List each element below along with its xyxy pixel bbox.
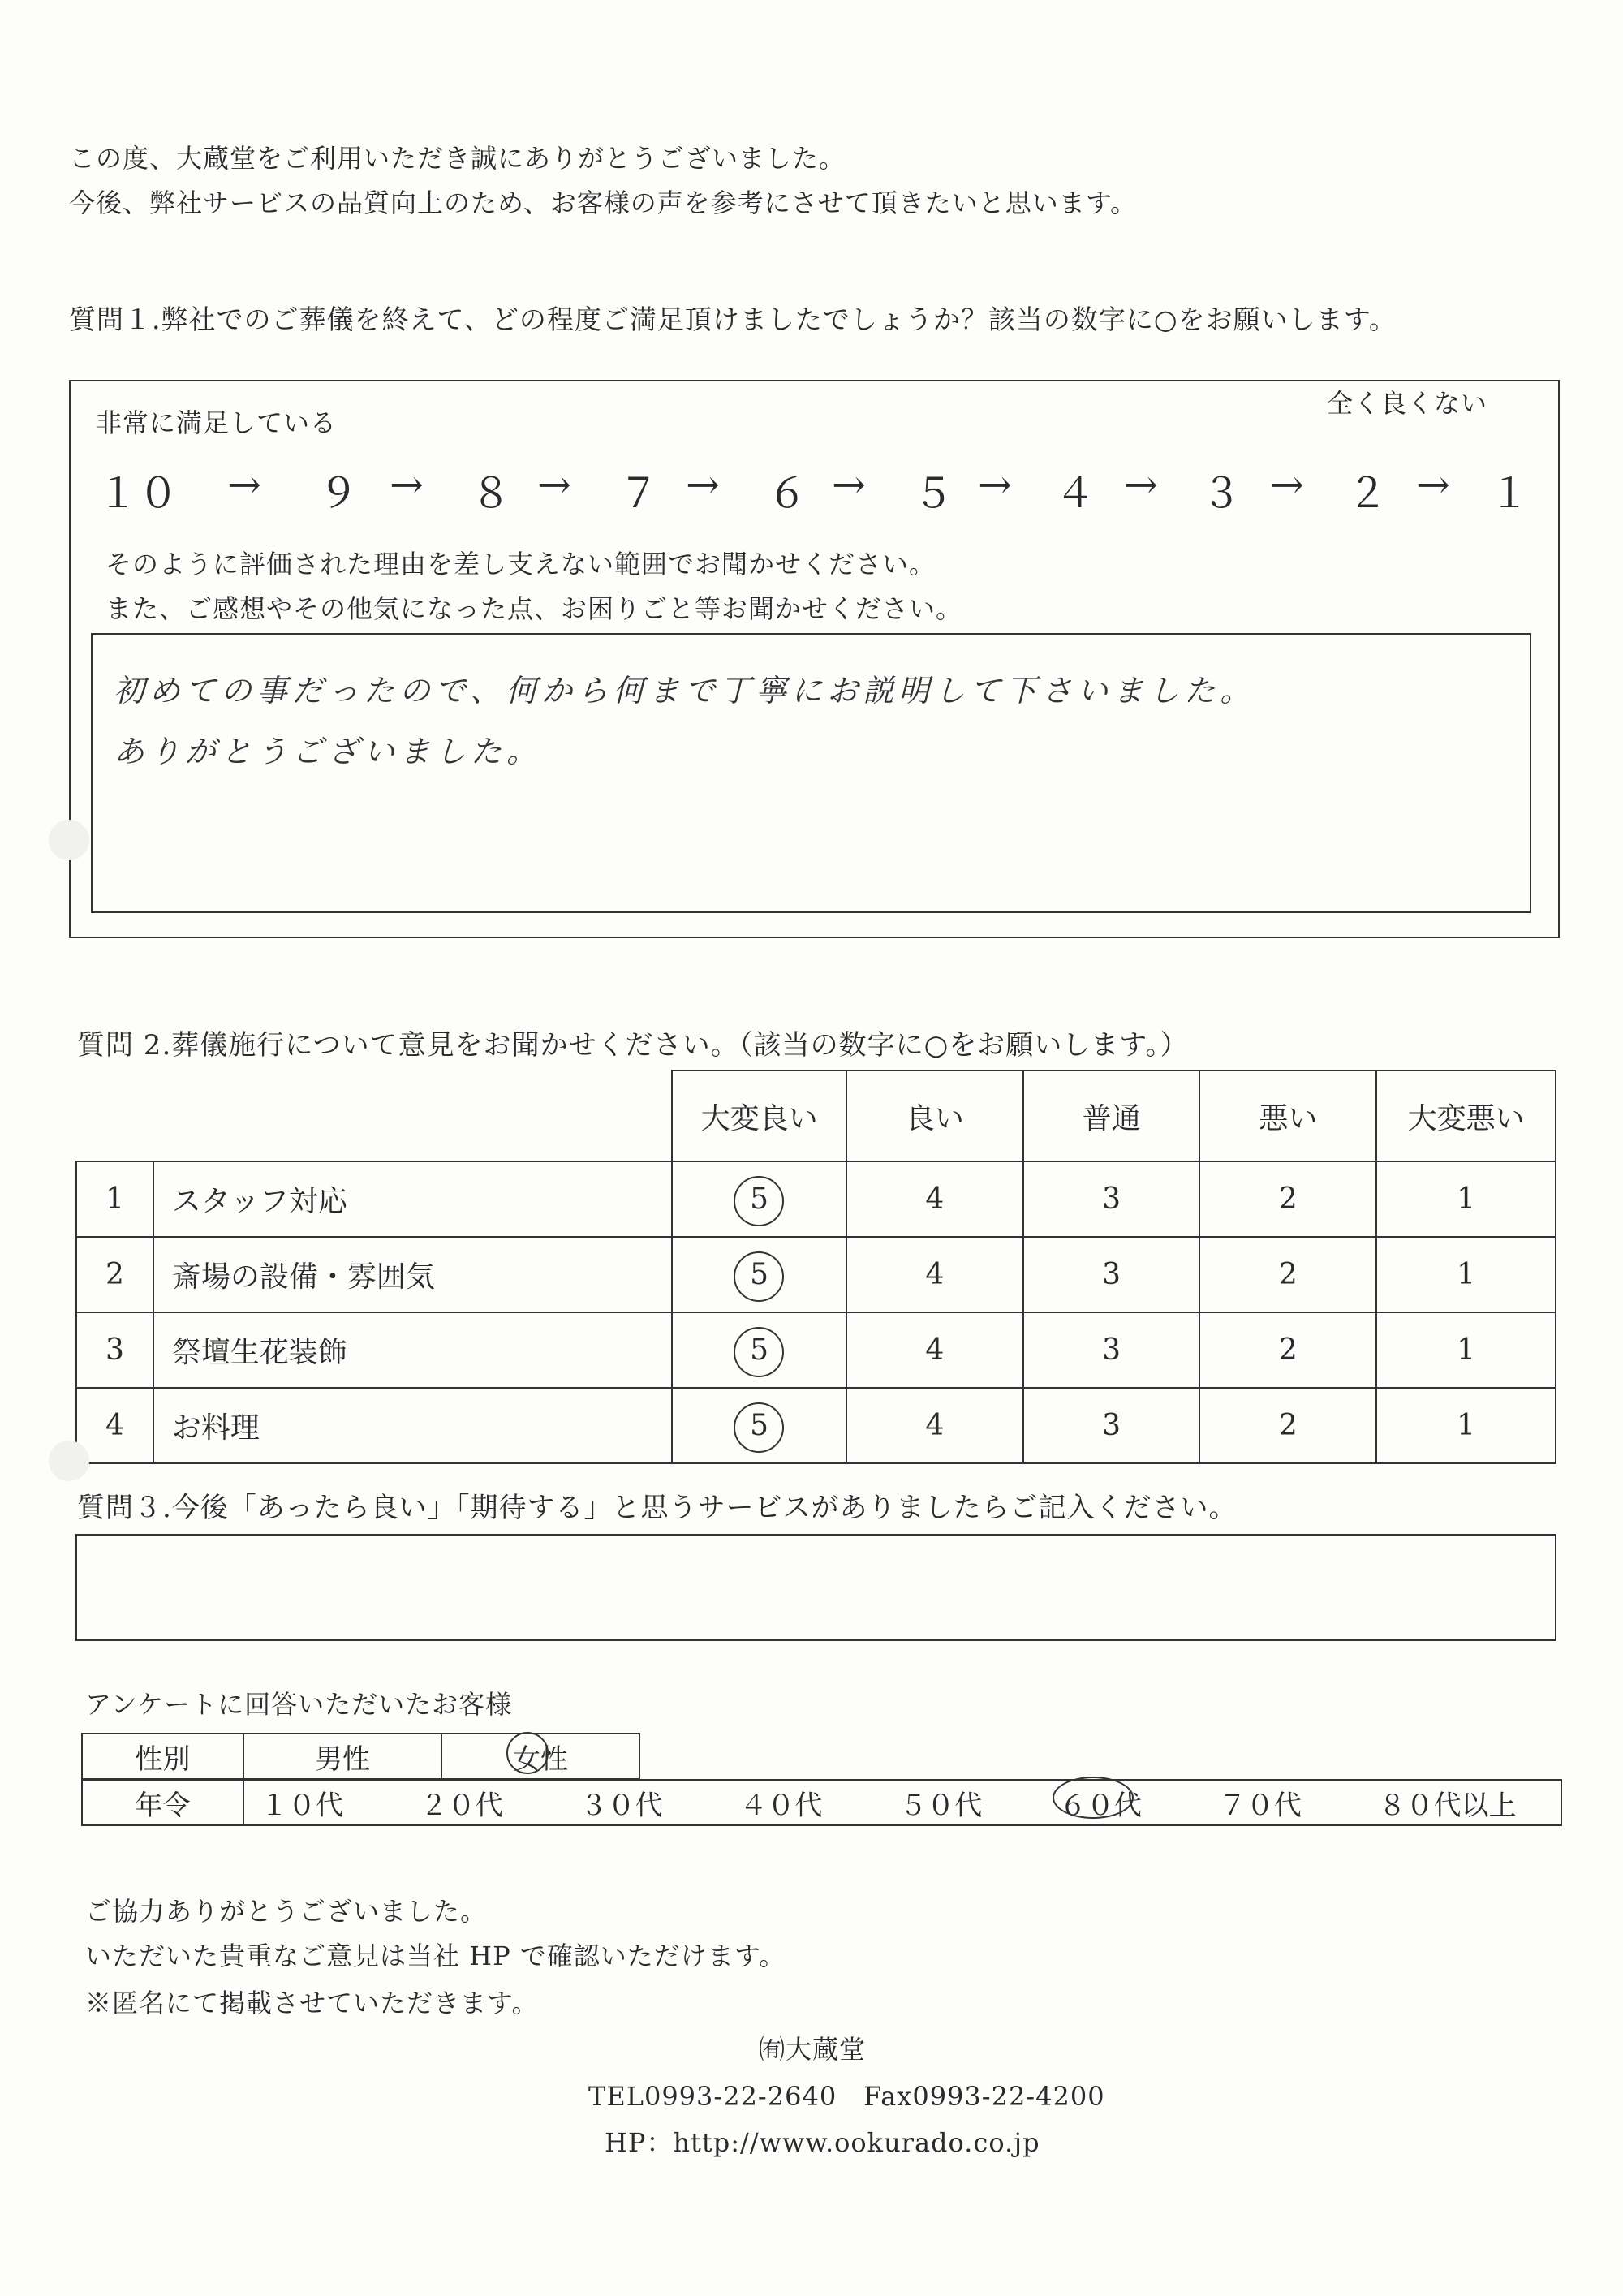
selected-option bbox=[750, 1333, 768, 1367]
age-option[interactable]: ８０代以上 bbox=[1378, 1789, 1517, 1822]
scale-7[interactable]: ７ bbox=[618, 470, 659, 517]
arrow-icon: → bbox=[978, 461, 1012, 508]
table-row bbox=[76, 1388, 1556, 1463]
age-table bbox=[81, 1779, 1562, 1826]
q2-title: 質問 2.葬儀施行について意見をお聞かせください。（該当の数字に○をお願いします。） bbox=[77, 1029, 1189, 1062]
q1-label-right: 全く良くない bbox=[1327, 388, 1488, 419]
q2-option-5[interactable] bbox=[672, 1237, 846, 1312]
q2-header-blank bbox=[76, 1070, 672, 1161]
option-value: ６０代 bbox=[1059, 1789, 1143, 1822]
arrow-icon: → bbox=[1124, 461, 1158, 508]
age-option[interactable]: ２０代 bbox=[420, 1789, 503, 1822]
intro-line-1: この度、大蔵堂をご利用いただき誠にありがとうございました。 bbox=[69, 143, 846, 174]
gender-table bbox=[81, 1733, 640, 1780]
arrow-icon: → bbox=[1270, 461, 1304, 508]
q2-header-row bbox=[76, 1070, 1556, 1161]
q3-title: 質問３.今後「あったら良い」「期待する」と思うサービスがありましたらご記入ください。 bbox=[77, 1492, 1238, 1524]
arrow-icon: → bbox=[686, 461, 720, 508]
punch-hole-decoration bbox=[49, 820, 89, 860]
circle-mark-icon bbox=[506, 1732, 549, 1774]
q2-row-number: 2 bbox=[76, 1237, 153, 1312]
q2-option-5[interactable] bbox=[672, 1161, 846, 1237]
q2-col-average: 普通 bbox=[1023, 1070, 1200, 1161]
option-value: 女性 bbox=[513, 1742, 568, 1776]
q2-option-4[interactable]: 4 bbox=[846, 1161, 1023, 1237]
age-options bbox=[243, 1780, 1561, 1825]
arrow-icon: → bbox=[390, 461, 424, 508]
q2-option-1[interactable]: 1 bbox=[1376, 1312, 1556, 1388]
q1-title: 質問１.弊社でのご葬儀を終えて、どの程度ご満足頂けましたでしょうか？該当の数字に○をお願いします。 bbox=[69, 304, 1397, 335]
age-option[interactable]: ３０代 bbox=[579, 1789, 663, 1822]
closing-line-2: いただいた貴重なご意見は当社 HP で確認いただけます。 bbox=[85, 1941, 786, 1971]
table-row bbox=[76, 1237, 1556, 1312]
q2-option-2[interactable]: 2 bbox=[1199, 1388, 1376, 1463]
gender-option-male[interactable]: 男性 bbox=[243, 1734, 441, 1779]
q2-option-4[interactable]: 4 bbox=[846, 1312, 1023, 1388]
closing-line-3: ※匿名にて掲載させていただきます。 bbox=[85, 1988, 539, 2018]
punch-hole-decoration bbox=[49, 1441, 89, 1481]
scale-3[interactable]: ３ bbox=[1201, 470, 1242, 517]
q2-option-1[interactable]: 1 bbox=[1376, 1161, 1556, 1237]
option-value: 5 bbox=[750, 1409, 769, 1442]
option-value: 5 bbox=[750, 1333, 769, 1367]
q2-col-very-bad: 大変悪い bbox=[1376, 1070, 1556, 1161]
gender-option-female[interactable] bbox=[441, 1734, 639, 1779]
circle-mark-icon bbox=[1053, 1777, 1134, 1819]
age-option[interactable]: ５０代 bbox=[899, 1789, 983, 1822]
respondent-heading: アンケートに回答いただいたお客様 bbox=[85, 1689, 513, 1720]
q2-option-1[interactable]: 1 bbox=[1376, 1237, 1556, 1312]
arrow-icon: → bbox=[537, 461, 571, 508]
selected-option bbox=[513, 1737, 568, 1777]
circle-mark-icon bbox=[734, 1402, 784, 1453]
option-value: 5 bbox=[750, 1258, 769, 1291]
arrow-icon: → bbox=[832, 461, 866, 508]
company-contact: TEL0993-22-2640 Fax0993-22-4200 bbox=[588, 2081, 1105, 2112]
arrow-icon: → bbox=[227, 461, 261, 508]
closing-line-1: ご協力ありがとうございました。 bbox=[85, 1896, 488, 1927]
q2-option-2[interactable]: 2 bbox=[1199, 1237, 1376, 1312]
selected-option bbox=[750, 1182, 768, 1216]
q2-col-bad: 悪い bbox=[1199, 1070, 1376, 1161]
scale-6[interactable]: ６ bbox=[767, 470, 807, 517]
age-option[interactable]: ７０代 bbox=[1218, 1789, 1302, 1822]
q2-option-3[interactable]: 3 bbox=[1023, 1161, 1200, 1237]
table-row bbox=[76, 1312, 1556, 1388]
intro-line-2: 今後、弊社サービスの品質向上のため、お客様の声を参考にさせて頂きたいと思います。 bbox=[69, 187, 1138, 218]
q2-row-label: お料理 bbox=[153, 1388, 672, 1463]
q2-row-number: 1 bbox=[76, 1161, 153, 1237]
q2-col-good: 良い bbox=[846, 1070, 1023, 1161]
q2-option-1[interactable]: 1 bbox=[1376, 1388, 1556, 1463]
q1-prompt-2: また、ご感想やその他気になった点、お困りごと等お聞かせください。 bbox=[105, 593, 963, 624]
scale-10[interactable]: １０ bbox=[97, 470, 179, 517]
q2-option-3[interactable]: 3 bbox=[1023, 1312, 1200, 1388]
q2-option-2[interactable]: 2 bbox=[1199, 1312, 1376, 1388]
q2-option-5[interactable] bbox=[672, 1312, 846, 1388]
q1-rating-scale bbox=[0, 461, 1623, 518]
option-value: 5 bbox=[750, 1182, 769, 1216]
scale-8[interactable]: ８ bbox=[471, 470, 511, 517]
gender-label: 性別 bbox=[82, 1734, 243, 1779]
arrow-icon: → bbox=[1416, 461, 1450, 508]
q2-option-4[interactable]: 4 bbox=[846, 1237, 1023, 1312]
selected-option[interactable] bbox=[1059, 1783, 1210, 1823]
q2-row-label: 祭壇生花装飾 bbox=[153, 1312, 672, 1388]
q1-answer-line-2: ありがとうございました。 bbox=[114, 734, 543, 769]
q1-answer-line-1: 初めての事だったので、何から何まで丁寧にお説明して下さいました。 bbox=[114, 673, 1256, 709]
scale-5[interactable]: ５ bbox=[913, 470, 954, 517]
selected-option bbox=[750, 1258, 768, 1291]
q2-row-label: スタッフ対応 bbox=[153, 1161, 672, 1237]
company-hp-link[interactable]: HP：http://www.ookurado.co.jp bbox=[605, 2127, 1040, 2158]
q2-option-4[interactable]: 4 bbox=[846, 1388, 1023, 1463]
scale-2[interactable]: ２ bbox=[1347, 470, 1388, 517]
age-label: 年令 bbox=[82, 1780, 243, 1825]
q1-prompt-1: そのように評価された理由を差し支えない範囲でお聞かせください。 bbox=[105, 549, 936, 579]
q2-col-very-good: 大変良い bbox=[672, 1070, 846, 1161]
q2-row-label: 斎場の設備・雰囲気 bbox=[153, 1237, 672, 1312]
q1-label-left: 非常に満足している bbox=[96, 407, 338, 438]
q3-answer-box[interactable] bbox=[75, 1534, 1556, 1641]
scale-9[interactable]: ９ bbox=[318, 470, 359, 517]
q2-option-2[interactable]: 2 bbox=[1199, 1161, 1376, 1237]
q2-option-3[interactable]: 3 bbox=[1023, 1388, 1200, 1463]
circle-mark-icon bbox=[734, 1251, 784, 1302]
scale-1[interactable]: １ bbox=[1489, 470, 1530, 517]
circle-mark-icon bbox=[734, 1327, 784, 1377]
selected-option bbox=[750, 1409, 768, 1442]
q2-row-number: 4 bbox=[76, 1388, 153, 1463]
q2-option-3[interactable]: 3 bbox=[1023, 1237, 1200, 1312]
scale-4[interactable]: ４ bbox=[1055, 470, 1096, 517]
age-option[interactable]: １０代 bbox=[260, 1789, 343, 1822]
q2-table bbox=[75, 1070, 1556, 1464]
table-row bbox=[76, 1161, 1556, 1237]
age-option[interactable]: ４０代 bbox=[739, 1789, 823, 1822]
circle-mark-icon bbox=[734, 1176, 784, 1226]
q2-row-number: 3 bbox=[76, 1312, 153, 1388]
q2-option-5[interactable] bbox=[672, 1388, 846, 1463]
company-name: ㈲大蔵堂 bbox=[759, 2034, 867, 2065]
